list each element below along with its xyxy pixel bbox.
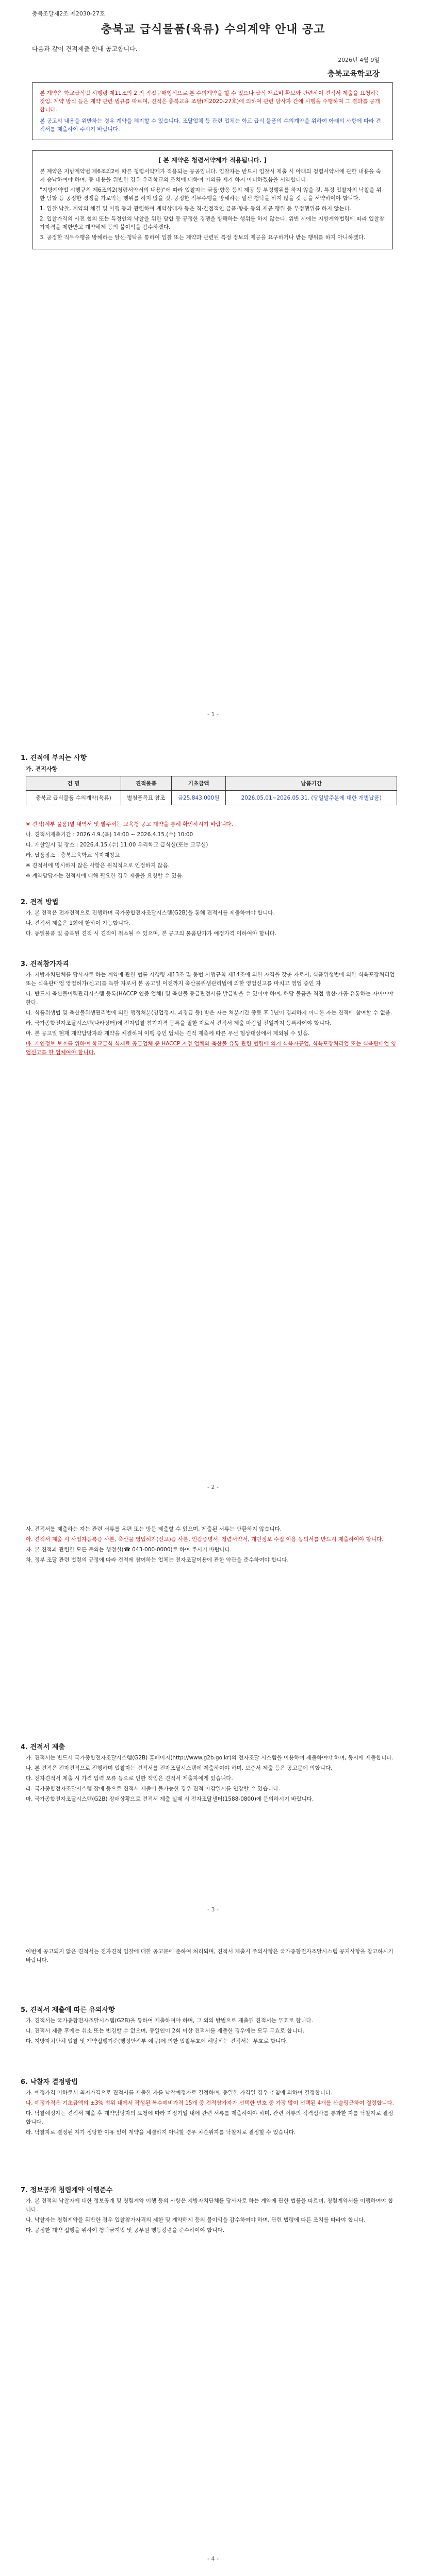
section-4-item: 마. 국가종합전자조달시스템(G2B) 장애상황으로 견적서 제출 실패 시 전자조달센터(1588-0800)에 문의하시기 바랍니다. [26,1796,314,1802]
section-5-body [26,2016,397,2047]
section-4-continued: 이번에 공고되지 않은 견적서는 전자견적 입찰에 대한 공고문에 준하여 처리되며, 견적서 제출시 주의사항은 국가종합전자조달시스템 공지사항을 참고하시기 바랍니다. [26,1948,394,1963]
section-3-item: 나. 반드시 축산물이력관리시스템 등록(HACCP 인증 업체) 및 축산물 등급판정서를 발급받을 수 있어야 하며, 해당 물품을 직접 생산·가공·유통하는 자이어야 한다. [26,991,394,1006]
notice-line-2: 본 공고의 내용을 위반하는 경우 계약을 해지할 수 있습니다. 조달업체 등 관련 업체는 학교 급식 물품의 수의계약을 위하여 아래의 사항에 따라 견적서를 제출하여 주시기 바랍니다. [40,118,381,132]
section-4-item: 나. 본 견적은 전자견적으로 진행하며 입찰자는 견적서를 전자조달시스템에 제출하여야 하며, 보증서 제출 등은 공고문에 의합니다. [26,1765,333,1771]
intro-text: 다음과 같이 견적제출 안내 공고합니다. [32,45,138,53]
page-number-3: - 3 - [207,1906,219,1913]
section-3b-item: 사. 견적서를 제출하는 자는 관련 서류를 우편 또는 방문 제출할 수 있으며, 제출된 서류는 반환하지 않습니다. [26,1526,282,1532]
section-6-item: 다. 낙찰예정자는 견적서 제출 후 계약담당자의 요청에 따라 지정기일 내에 관련 서류를 제출하여야 하며, 관련 서류의 적격심사를 통과한 자를 낙찰자로 결정합니다. [26,2110,394,2125]
requirements-table [26,776,397,805]
section-1-body [26,820,397,882]
pledge-item-2: 2. 입찰가격의 사전 협의 또는 특정인의 낙찰을 위한 담합 등 공정한 경쟁을 방해하는 행위를 하지 않는다. 위반 시에는 지방계약법령에 따라 입찰참가자격을 제한받고 계약해제 등의 불이익을 감수하겠다. [40,216,385,230]
section-3-item: 라. 국가종합전자조달시스템(나라장터)에 전자입찰 참가자격 등록을 필한 자로서 견적서 제출 마감일 전일까지 등록하여야 합니다. [26,1020,332,1026]
section-5-item: 다. 지방자치단체 입찰 및 계약집행기준(행정안전부 예규)에 의한 입찰무효에 해당하는 견적서는 무효로 합니다. [26,2038,288,2044]
section-2-item: 나. 견적서 제출은 1회에 한하여 가능합니다. [26,920,130,926]
page-number-1: - 1 - [207,711,219,718]
section-6-title: 6. 낙찰자 결정방법 [21,2078,78,2086]
notice-line-1: 본 계약은 학교급식법 시행령 제11조의 2 의 직접구매형식으로 본 수의계약을 할 수 있으나 급식 재료비 확보와 관련하여 견적서 제출을 요청하는 것임. 계약 방식 등은 계약 관련 법규를 따르며, 견적은 충북교육 조달(제2020-27호)에 의하여 관련 당사자 간에 시행을 수행하며 그 결과를 공개 합니다. [40,90,381,113]
section-7-item: 가. 본 견적의 낙찰자에 대한 정보공개 및 청렴계약 이행 등의 사항은 지방자치단체를 당사자로 하는 계약에 관한 법률을 따르며, 청렴계약서를 이행하여야 합니다. [26,2198,394,2213]
section-4-item: 라. 국가종합전자조달시스템 장애 등으로 견적서 제출이 불가능한 경우 견적 마감일시를 연장할 수 있습니다. [26,1786,281,1792]
page-number-4: - 4 - [207,2555,219,2562]
section-5-item: 나. 견적서 제출 후에는 취소 또는 변경할 수 없으며, 동일인이 2회 이상 견적서를 제출한 경우에는 모두 무효로 합니다. [26,2028,305,2034]
section-2-item: 가. 본 견적은 전자견적으로 진행하며 국가종합전자조달시스템(G2B)을 통해 견적서를 제출하여야 합니다. [26,910,275,916]
publish-date: 2026년 4월 9일 [338,57,380,63]
section-7-item: 다. 공정한 계약 집행을 위하여 청탁금지법 및 공무원 행동강령을 준수하여야 합니다. [26,2227,224,2233]
section-6-item: 가. 예정가격 이하로서 최저가격으로 견적서를 제출한 자를 낙찰예정자로 결정하며, 동일한 가격일 경우 추첨에 의하여 결정합니다. [26,2090,333,2096]
section-1-title: 1. 견적에 부치는 사항 [21,754,87,762]
pledge-title: [ 본 계약은 청렴서약제가 적용됩니다. ] [158,157,267,164]
integrity-pledge-box [32,150,393,249]
table-header: 납품기간 [226,776,397,791]
pledge-para-2: "지방계약법 시행규칙 제6조의2(청렴서약서의 내용)"에 따라 입찰자는 금품·향응 등의 제공 등 부정행위를 하지 않을 것, 특정 입찰자의 낙찰을 위한 담합 등 공정한 경쟁을 가로막는 행위를 하지 않을 것, 공정한 직무수행을 방해하는 알선·청탁을 하지 않을 것 등을 서약하여야 합니다. [40,187,382,201]
section-1-note: ※ 견적(세부 물품)별 내역서 및 발주서는 교육청 공고 계약을 통해 확인하시기 바랍니다. [26,821,233,827]
section-3-item: 바. 개인정보 보호를 위하여 학교급식 식재료 공급업체 중 HACCP 지정 업체와 축산물 유통 관련 법령에 의거 식육가공업, 식육포장처리업 또는 식육판매업 영업신고를 한 업체여야 합니다. [26,1041,396,1056]
notice-box [32,82,393,140]
section-4-title: 4. 견적서 제출 [21,1743,65,1751]
section-1-subtitle: 가. 견적사항 [26,766,58,772]
section-6-item: 라. 낙찰자로 결정된 자가 정당한 이유 없이 계약을 체결하지 아니할 경우 차순위자를 낙찰자로 결정할 수 있습니다. [26,2129,296,2136]
section-7-body [26,2197,397,2236]
section-3-body [26,971,397,1059]
section-6-item: 나. 예정가격은 기초금액의 ±3% 범위 내에서 작성된 복수예비가격 15개 중 견적참가자가 선택한 번호 중 가장 많이 선택된 4개를 산술평균하여 결정합니다. [26,2100,395,2106]
table-row [26,791,397,805]
section-3b-item: 차. 정부 조달 관련 법령의 규정에 따라 견적에 참여하는 업체는 전자조달이용에 관한 약관을 준수하여야 합니다. [26,1557,289,1563]
section-3b-item: 자. 본 견적과 관련한 모든 문의는 행정실(☎ 043-000-0000)로 하여 주시기 바랍니다. [26,1547,232,1553]
section-3-item: 다. 식품위생법 및 축산물위생관리법에 의한 행정처분(영업정지, 과징금 등) 받은 자는 처분기간 종료 후 1년이 경과하지 아니한 자는 견적에 참여할 수 없음. [26,1010,392,1016]
table-header: 견적물품 [121,776,171,791]
section-1-item: ※ 계약담당자는 견적서에 대해 필요한 경우 제출을 요청할 수 있음. [26,873,184,879]
section-4-item: 다. 전자견적서 제출 시 가격 입력 오류 등으로 인한 책임은 견적서 제출자에게 있습니다. [26,1775,233,1782]
section-1-item: 다. 개찰일시 및 장소 : 2026.4.15.(수) 11:00 우리학교 급식실(또는 교무실) [26,842,208,848]
pledge-item-3: 3. 공정한 직무수행을 방해하는 알선·청탁을 통하여 입찰 또는 계약과 관련된 특정 정보의 제공을 요구하거나 받는 행위를 하지 아니하겠다. [40,234,366,241]
section-7-title: 7. 정보공개 청렴계약 이행준수 [21,2187,113,2194]
section-3-continued [26,1525,397,1566]
document-number: 충북조달제2조 제2030-27호 [32,10,105,17]
table-cell: 별첨품목표 참조 [121,791,171,805]
table-header: 건 명 [26,776,121,791]
section-2-body [26,909,397,940]
page-number-2: - 2 - [207,1484,219,1490]
section-3-item: 마. 본 공고일 현재 계약담당자와 계약을 체결하여 이행 중인 업체는 견적 제출에 따른 우선 협상대상에서 제외될 수 있음. [26,1030,310,1037]
pledge-para-1: 본 계약은 지방계약법 제6조의2에 따른 청렴서약제가 적용되는 공공입니다. 입찰자는 반드시 입찰시 제출 시 아래의 청렴서약서에 관한 내용을 숙지 승낙하여야 하며, 동 내용을 위반한 경우 우리학교의 조치에 대하여 이의를 제기 하지 아니하겠음을 서약합니다. [40,168,381,183]
page-title: 충북교 급식물품(육류) 수의계약 안내 공고 [101,23,325,36]
section-4-body [26,1754,397,1805]
section-2-item: 다. 동일물품 및 중복된 견적 시 견적이 취소될 수 있으며, 본 공고의 물품단가가 예정가격 이하여야 합니다. [26,930,277,937]
section-4-item: 가. 견적서는 반드시 국가종합전자조달시스템(G2B) 홈페이지(http://www.g2b.go.kr)의 전자조달 시스템을 이용하여 제출하여야 하며, 동시에 제출합니다. [26,1755,394,1761]
section-7-item: 나. 낙찰자는 청렴계약을 위반한 경우 입찰참가자격의 제한 및 계약해제 등의 불이익을 감수하여야 하며, 관련 법령에 따른 조치를 따라야 합니다. [26,2217,366,2223]
section-3-item: 가. 지방자치단체를 당사자로 하는 계약에 관한 법률 시행령 제13조 및 동법 시행규칙 제14조에 의한 자격을 갖춘 자로서, 식품위생법에 의한 식육포장처리업 또는 식육판매업 영업허가(신고)를 득한 자로서 본 공고일 이전까지 축산물위생관리법에 의한 영업신고를 마치고 영업 중인 자 [26,972,395,987]
section-5-title: 5. 견적서 제출에 따른 유의사항 [21,2006,115,2014]
section-6-body [26,2089,397,2139]
section-1-item: 나. 견적서제출기간 : 2026.4.9.(목) 14:00 ~ 2026.4.15.(수) 10:00 [26,832,193,838]
section-2-title: 2. 견적 방법 [21,899,59,906]
pledge-item-1: 1. 입찰·낙찰, 계약의 체결 및 이행 등과 관련하여 계약상대자 등은 직·간접적인 금품·향응 등의 제공 행위 등 부정행위를 하지 않는다. [40,206,352,212]
table-cell: 충북교 급식물품 수의계약(육류) [26,791,121,805]
section-5-item: 가. 견적서는 국가종합전자조달시스템(G2B)을 통하여 제출하여야 하며, 그 외의 방법으로 제출된 견적서는 무효로 합니다. [26,2018,313,2024]
section-3-title: 3. 견적참가자격 [21,960,69,968]
section-1-item: ※ 견적서에 명시하지 않은 사항은 원칙적으로 인정하지 않음. [26,862,170,869]
organization-name: 충북교육학교장 [327,69,380,78]
table-cell: 금25,843,000원 [171,791,225,805]
table-header: 기초금액 [171,776,225,791]
table-cell: 2026.05.01~2026.05.31. (당일발주분에 대한 개별납품) [226,791,397,805]
section-1-item: 라. 납품장소 : 충북교육학교 식자재창고 [26,852,120,858]
section-3b-item: 아. 견적서 제출 시 사업자등록증 사본, 축산물 영업허가(신고)증 사본, 인감증명서, 청렴서약서, 개인정보 수집 이용 동의서를 반드시 제출하여야 합니다. [26,1536,384,1543]
